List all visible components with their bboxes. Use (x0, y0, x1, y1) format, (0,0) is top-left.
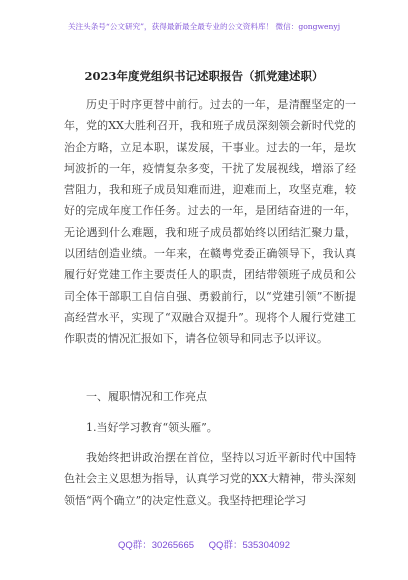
qq-group-2: QQ群：535304092 (208, 540, 291, 551)
section-heading: 一、履职情况和工作亮点 (86, 390, 207, 403)
qq-group-1: QQ群：30265665 (117, 540, 195, 551)
document-title: 2023年度党组织书记述职报告（抓党建述职） (84, 69, 324, 83)
subsection-heading: 1.当好学习教育“领头雁”。 (86, 421, 218, 434)
body-paragraph: 我始终把讲政治摆在首位，坚持以习近平新时代中国特色社会主义思想为指导，认真学习党的XX大精神，带头深刻领悟“两个确立”的决定性意义。我坚持把理论学习 (64, 451, 356, 507)
header-banner: 关注头条号“公文研究”，获得最新最全最专业的公文资料库！ 微信：gongwenyj (67, 22, 341, 31)
intro-paragraph: 历史于时序更替中前行。过去的一年，是清醒坚定的一年，党的XX大胜利召开，我和班子成员深刻领会新时代党的治企方略，立足本职，谋发展，干事业。过去的一年，是坎坷波折的一年，疫情复杂多变，干扰了发展视线，增添了经营阻力，我和班子成员知难而进，迎难而上，攻坚克难，较好的完成年度工作任务。过去的一年，是团结奋进的一年，无论遇到什么难题，我和班子成员都始终以团结汇聚力量，以团结创造业绩。一年来，在赣粤党委正确领导下，我认真履行好党建工作主要责任人的职责，团结带领班子成员和公司全体干部职工自信自强、勇毅前行，以“党建引领”不断提高经营水平，实现了“双融合双提升”。现将个人履行党建工作职责的情况汇报如下，请各位领导和同志予以评议。 (64, 98, 356, 346)
footer-contact (0, 537, 408, 551)
